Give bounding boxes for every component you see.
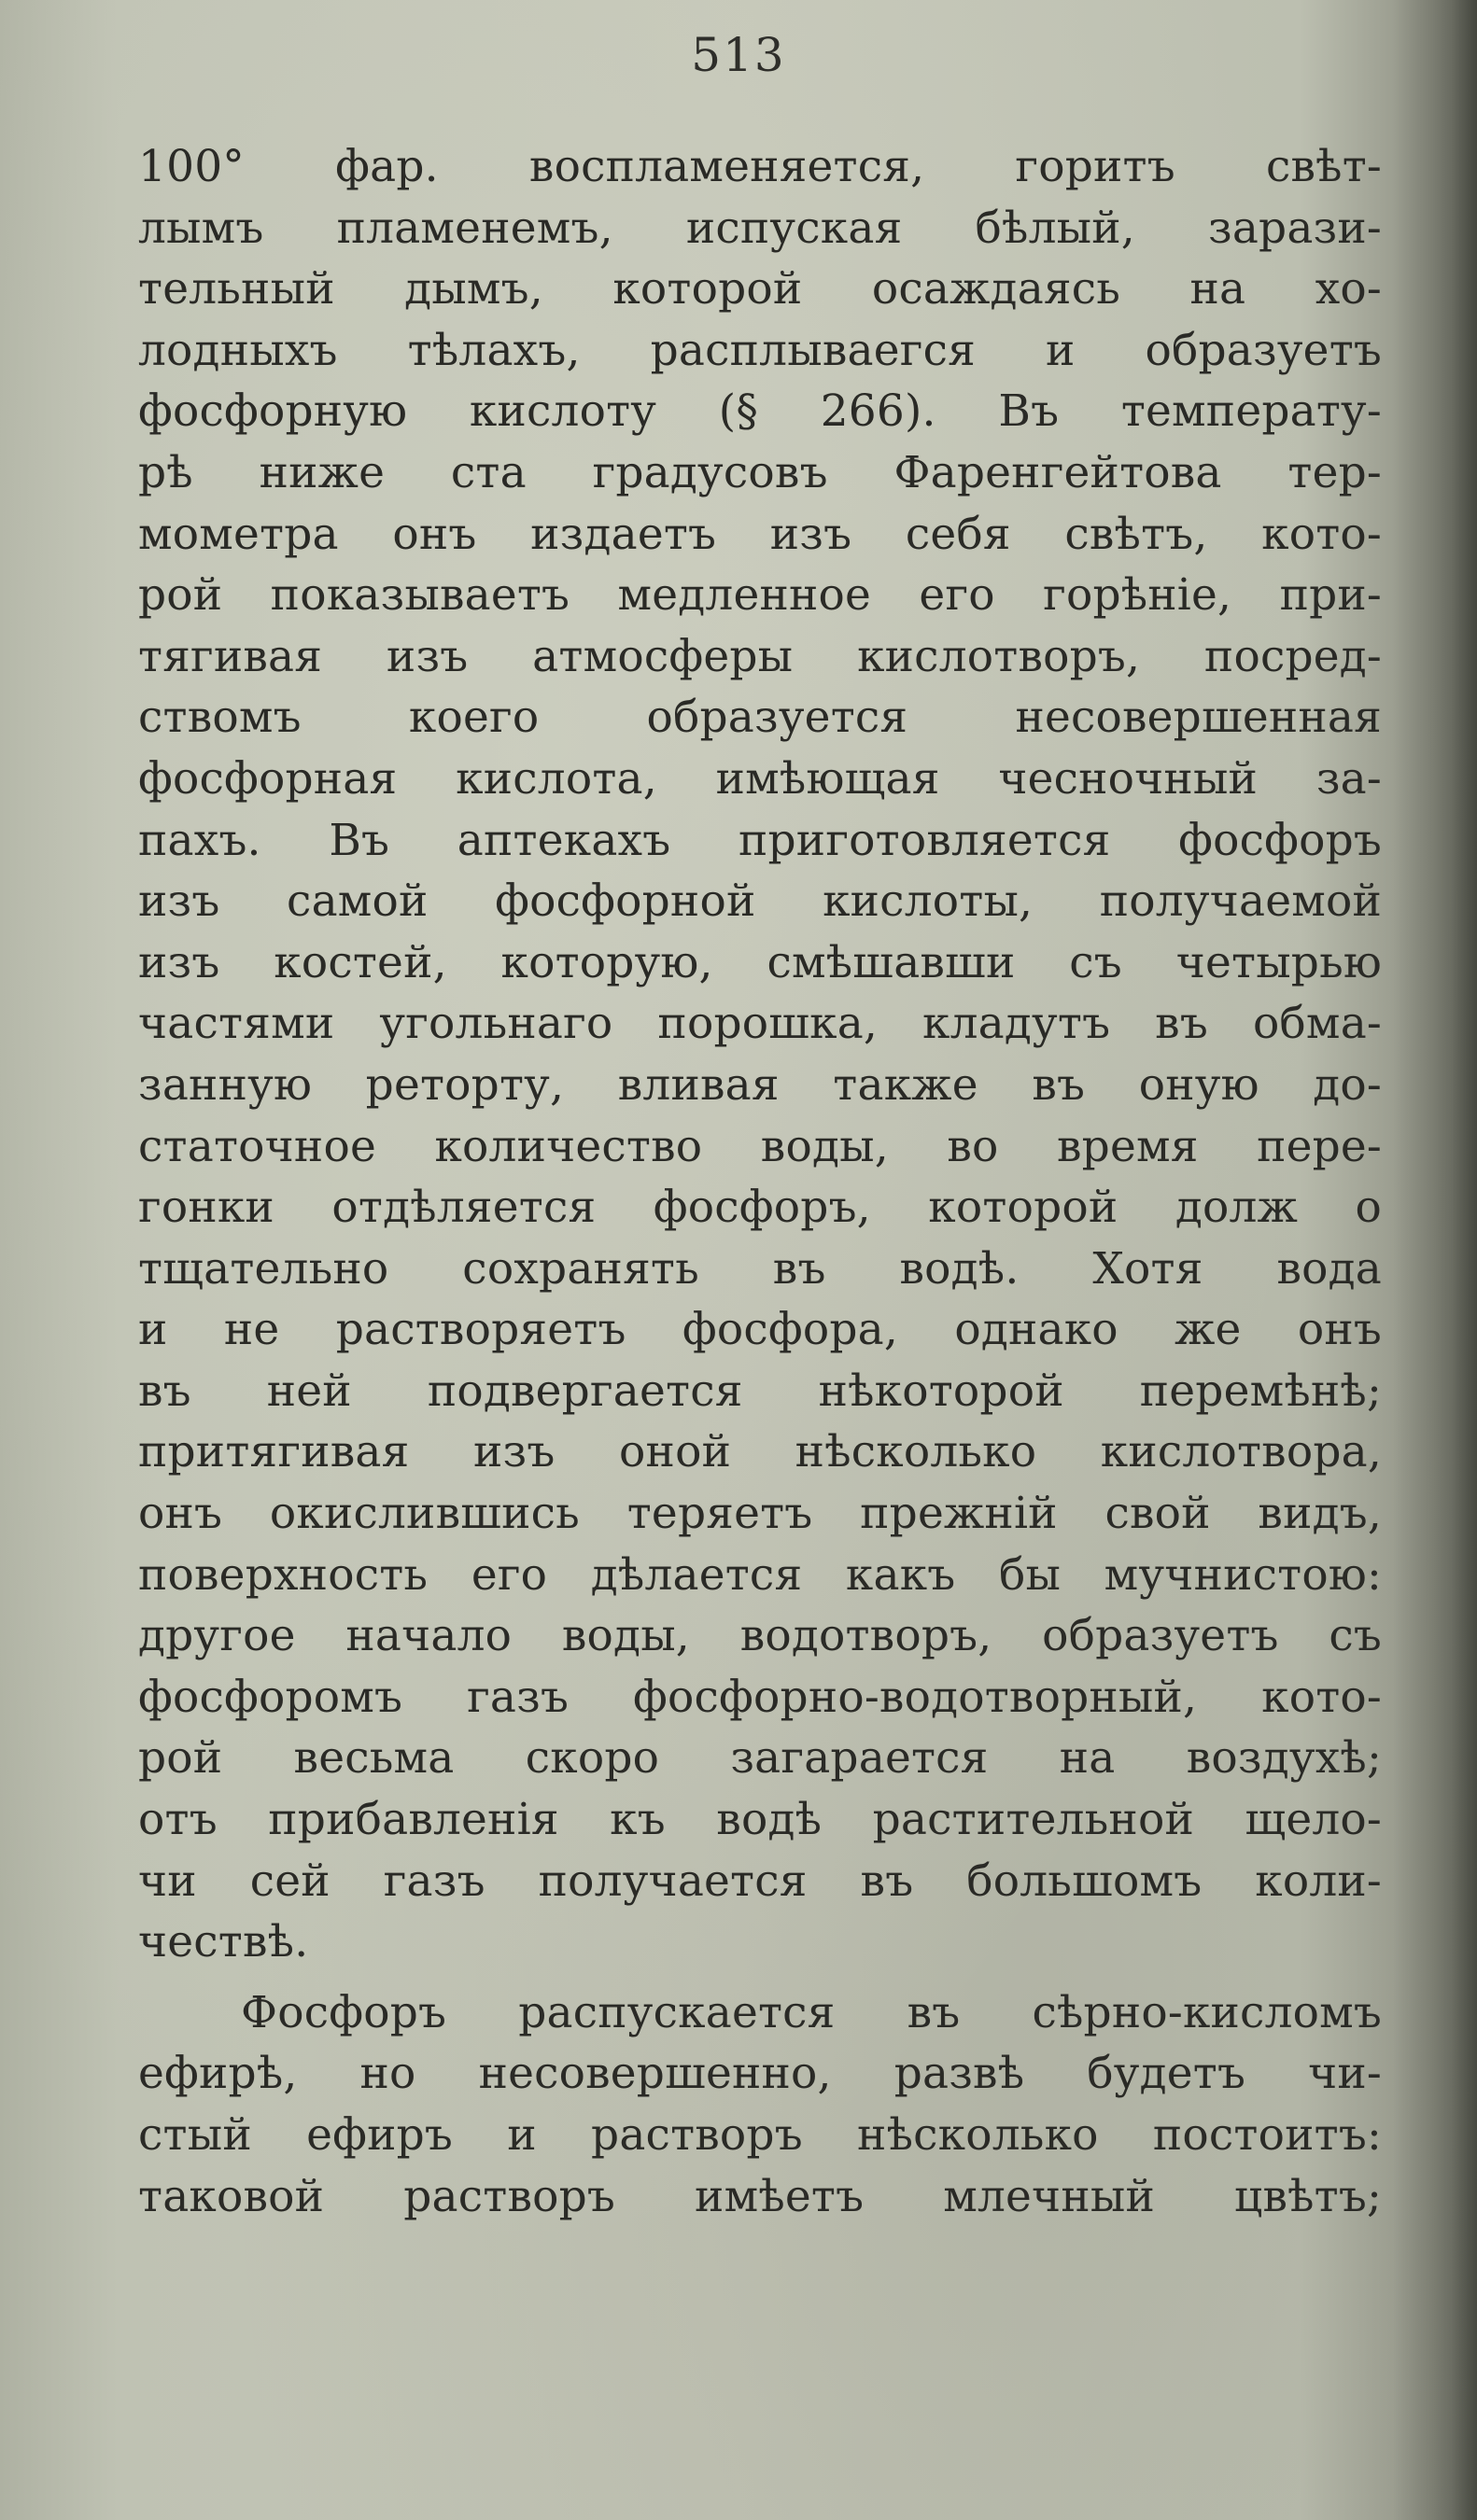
text-line: фосфорная кислота, имѣющая чесночный за- (138, 752, 1382, 805)
text-line: фосфорную кислоту (§ 266). Въ температу- (138, 385, 1382, 438)
text-line: другое начало воды, водотворъ, образуетъ съ (138, 1610, 1382, 1662)
text-line: притягивая изъ оной нѣсколько кислотвора, (138, 1426, 1382, 1478)
text-line: частями угольнаго порошка, кладутъ въ обма- (138, 998, 1382, 1050)
text-line: мометра онъ издаетъ изъ себя свѣтъ, кото- (138, 508, 1382, 560)
text-line: отъ прибавленія къ водѣ растительной щело- (138, 1794, 1382, 1846)
text-line: изъ самой фосфорной кислоты, получаемой (138, 875, 1382, 928)
text-line: таковой растворъ имѣетъ млечный цвѣтъ; (138, 2170, 1382, 2222)
text-line: фосфоромъ газъ фосфорно-водотворный, кото- (138, 1671, 1382, 1723)
text-line: статочное количество воды, во время пере- (138, 1120, 1382, 1172)
text-line: лодныхъ тѣлахъ, расплываегся и образуетъ (138, 324, 1382, 376)
text-line: тщательно сохранять въ водѣ. Хотя вода (138, 1242, 1382, 1295)
text-line: рой показываетъ медленное его горѣніе, при- (138, 569, 1382, 622)
text-line: рой весьма скоро загарается на воздухѣ; (138, 1732, 1382, 1785)
text-line: ефирѣ, но несовершенно, развѣ будетъ чи- (138, 2048, 1382, 2100)
text-line: тягивая изъ атмосферы кислотворъ, посред- (138, 630, 1382, 682)
text-line: рѣ ниже ста градусовъ Фаренгейтова тер- (138, 446, 1382, 498)
text-line: тельный дымъ, которой осаждаясь на хо- (138, 263, 1382, 315)
paragraph-gap (138, 1973, 1382, 1982)
text-line: 100° фар. восп‍ламеняется, горитъ свѣт- (138, 141, 1382, 192)
text-line: чи сей газъ получается въ большомъ коли- (138, 1855, 1382, 1907)
text-line: лымъ пламенемъ, испуская бѣлый, зарази- (138, 202, 1382, 254)
text-line: онъ окислившись теряетъ прежній свой видъ, (138, 1488, 1382, 1540)
text-block (138, 136, 1382, 2227)
text-line: въ ней подвергается нѣкоторой перемѣнѣ; (138, 1365, 1382, 1417)
text-line: гонки отдѣляется фосфоръ, которой долж о (138, 1182, 1382, 1234)
text-line: ствомъ коего образуется несовершенная (138, 692, 1382, 744)
text-line-indented: Фосфоръ распускается въ сѣрно-кисломъ (241, 1986, 1382, 2038)
text-line: и не растворяетъ фосфора, однако же онъ (138, 1304, 1382, 1356)
text-line: стый ефиръ и растворъ нѣсколько постоитъ: (138, 2109, 1382, 2161)
page-spine-shadow (1393, 0, 1477, 2520)
text-line: пахъ. Въ аптекахъ приготовляется фосфоръ (138, 814, 1382, 866)
text-line: занную реторту, вливая также въ оную до- (138, 1058, 1382, 1111)
text-line: изъ костей, которую, смѣшавши съ четырью (138, 936, 1382, 988)
page-number: 513 (691, 28, 786, 82)
text-line-paragraph-end: чествѣ. (138, 1916, 309, 1968)
text-line: поверхность его дѣлается какъ бы мучнистою: (138, 1548, 1382, 1601)
